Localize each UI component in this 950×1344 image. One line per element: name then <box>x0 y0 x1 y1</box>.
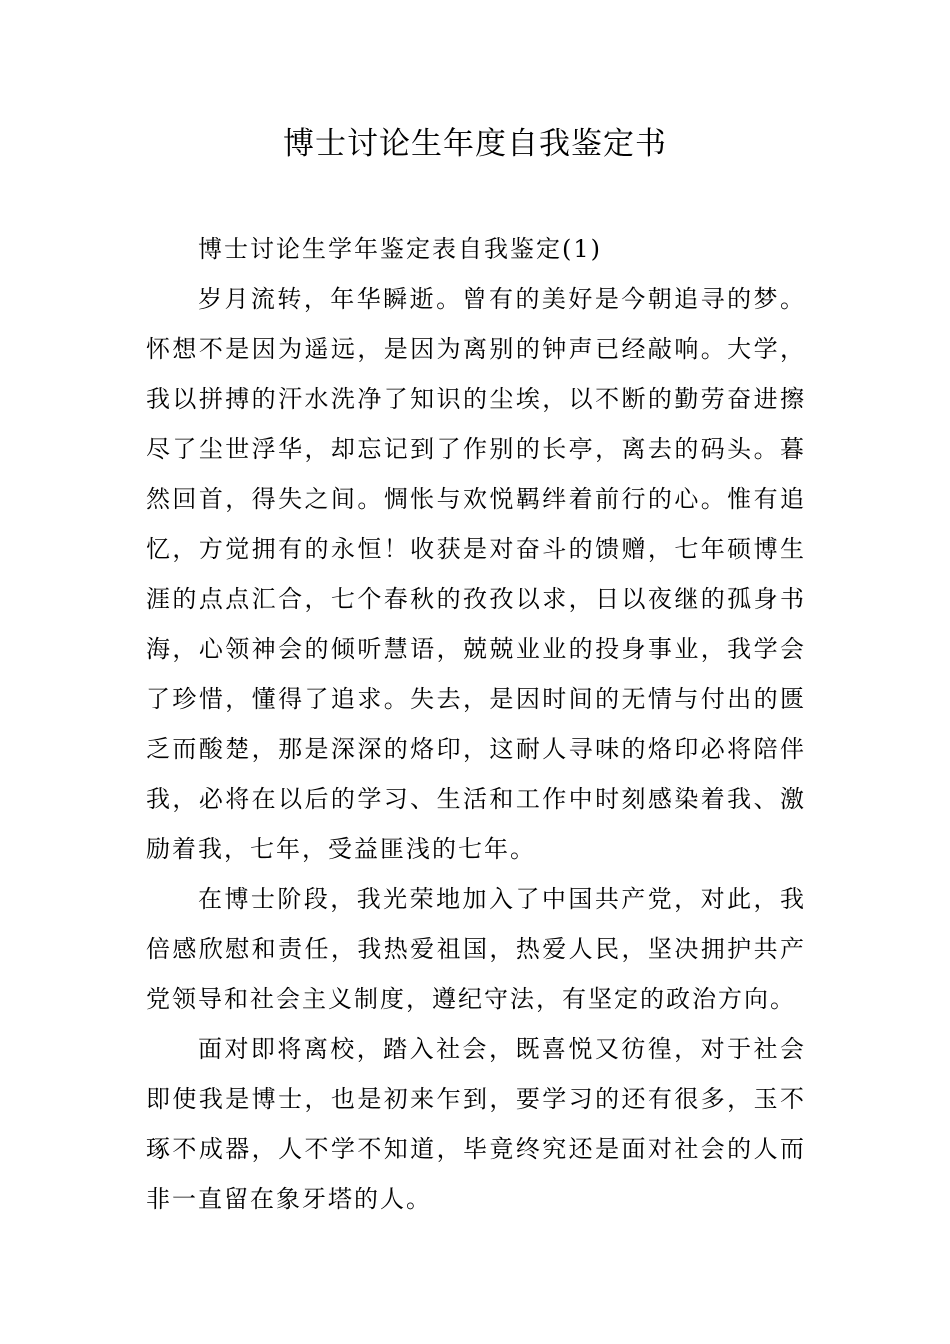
paragraph-subtitle: 博士讨论生学年鉴定表自我鉴定(1) <box>198 235 602 263</box>
paragraph-reflection: 岁月流转，年华瞬逝。曾有的美好是今朝追寻的梦。怀想不是因为遥远，是因为离别的钟声已经敲响。大学，我以拼搏的汗水洗净了知识的尘埃，以不断的勤劳奋进擦尽了尘世浮华，却忘记到了作别的长亭，离去的码头。暮然回首，得失之间。惆怅与欢悦羁绊着前行的心。惟有追忆，方觉拥有的永恒！收获是对奋斗的馈赠，七年硕博生涯的点点汇合，七个春秋的孜孜以求，日以夜继的孤身书海，心领神会的倾听慧语，兢兢业业的投身事业，我学会了珍惜，懂得了追求。失去，是因时间的无情与付出的匮乏而酸楚，那是深深的烙印，这耐人寻味的烙印必将陪伴我，必将在以后的学习、生活和工作中时刻感染着我、激励着我，七年，受益匪浅的七年。 <box>146 285 806 863</box>
document-title: 博士讨论生年度自我鉴定书 <box>283 126 667 162</box>
document-body <box>146 224 806 1224</box>
paragraph-party: 在博士阶段，我光荣地加入了中国共产党，对此，我倍感欣慰和责任，我热爱祖国，热爱人民，坚决拥护共产党领导和社会主义制度，遵纪守法，有坚定的政治方向。 <box>146 885 806 1013</box>
paragraph-graduation: 面对即将离校，踏入社会，既喜悦又彷徨，对于社会即使我是博士，也是初来乍到，要学习的还有很多，玉不琢不成器，人不学不知道，毕竟终究还是面对社会的人而非一直留在象牙塔的人。 <box>146 1035 806 1213</box>
